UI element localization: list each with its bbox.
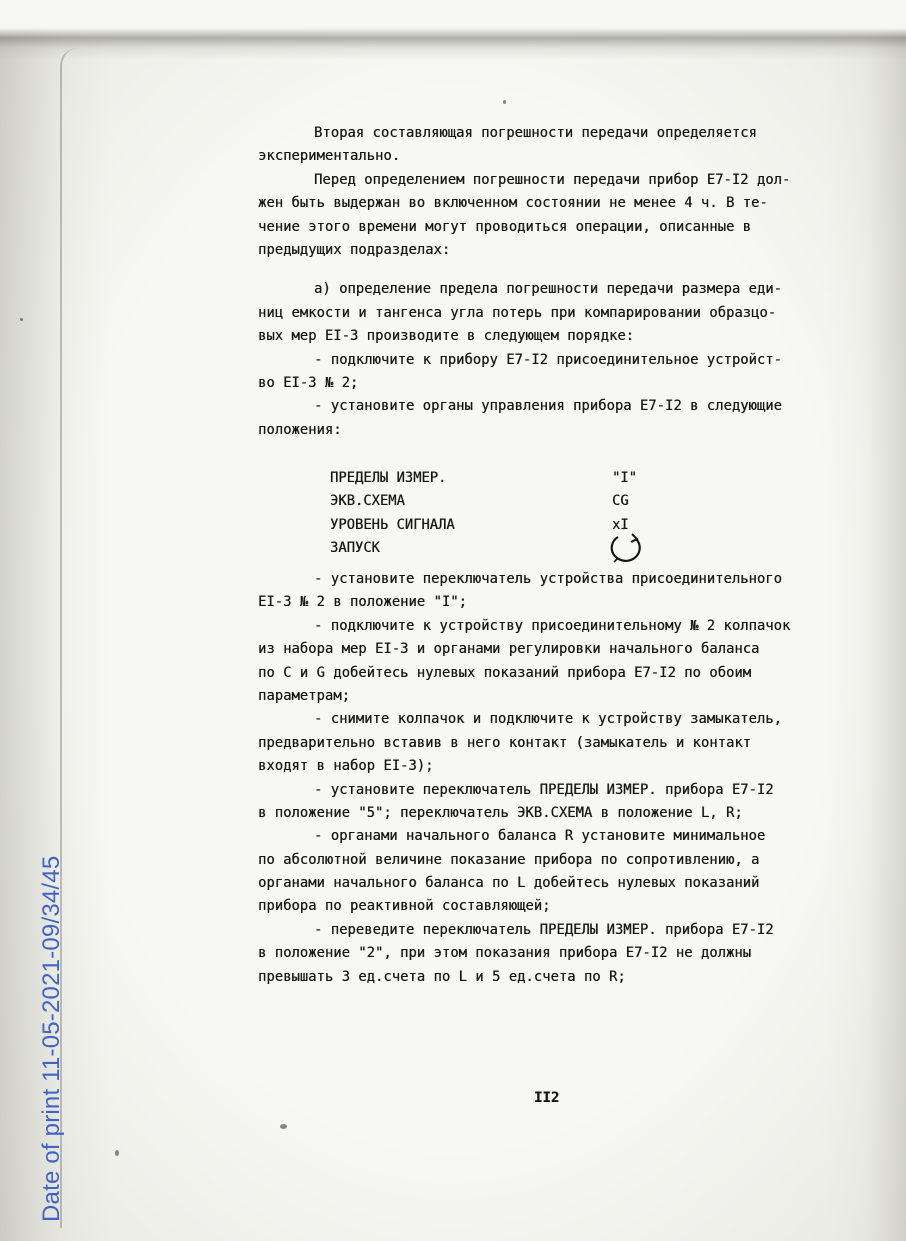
text-line: органами начального баланса по L добейтесь нулевых показаний [258, 875, 760, 892]
text-line: положения: [258, 421, 342, 438]
text-line: жен быть выдержан во включенном состоянии не менее 4 ч. В те- [258, 195, 768, 212]
page-top-edge-shadow [0, 0, 906, 60]
text-line: ниц емкости и тангенса угла потерь при компарировании образцо- [258, 304, 777, 321]
paragraph-gap [258, 262, 870, 278]
text-line: а) определение предела погрешности передачи размера еди- [314, 281, 782, 298]
text-line: входят в набор ЕI-3); [258, 758, 434, 775]
text-line: превышать 3 ед.счета по L и 5 ед.счета по R; [258, 968, 626, 985]
page-left-fold [60, 48, 102, 1228]
setting-label: ПРЕДЕЛЫ ИЗМЕР. [330, 470, 447, 486]
text-line: предварительно вставив в него контакт (замыкатель и контакт [258, 734, 752, 751]
text-line: по абсолютной величине показание прибора по сопротивлению, а [258, 851, 760, 868]
page-number: II2 [534, 1090, 560, 1106]
control-settings-list [330, 467, 670, 561]
text-line: прибора по реактивной составляющей; [258, 898, 551, 915]
scan-speck [115, 1150, 119, 1156]
document-text-top [258, 122, 870, 442]
text-line: предыдущих подразделах: [258, 241, 451, 258]
text-line: по С и G добейтесь нулевых показаний прибора Е7-I2 по обоим [258, 664, 752, 681]
text-line: Перед определением погрешности передачи прибор Е7-I2 дол- [314, 171, 791, 188]
setting-row [330, 490, 670, 513]
text-line: в положение "5"; переключатель ЭКВ.СХЕМА в положение L, R; [258, 804, 743, 821]
text-line: в положение "2", при этом показания прибора Е7-I2 не должны [258, 945, 752, 962]
text-line: - установите органы управления прибора Е7-I2 в следующие [314, 398, 782, 415]
text-line: чение этого времени могут проводиться операции, описанные в [258, 218, 752, 235]
document-text-steps [258, 568, 870, 989]
text-line: из набора мер ЕI-3 и органами регулировки начального баланса [258, 641, 760, 658]
text-line: - органами начального баланса R установите минимальное [314, 828, 766, 845]
setting-value: "I" [612, 470, 637, 486]
text-line: - установите переключатель устройства присоединительного [314, 571, 782, 587]
scan-speck [503, 100, 506, 104]
text-line: во ЕI-3 № 2; [258, 374, 359, 391]
text-line: - снимите колпачок и подключите к устройству замыкатель, [314, 711, 782, 728]
setting-label: УРОВЕНЬ СИГНАЛА [330, 516, 455, 533]
setting-value: xI [612, 516, 629, 533]
setting-row [330, 467, 670, 490]
text-line: - подключите к устройству присоединительному № 2 колпачок [314, 617, 791, 634]
text-line: - подключите к прибору Е7-I2 присоединительное устройст- [314, 351, 782, 368]
setting-label: ЭКВ.СХЕМА [330, 493, 405, 510]
text-line: Вторая составляющая погрешности передачи определяется [314, 125, 757, 141]
text-line: ЕI-3 № 2 в положение "I"; [258, 594, 467, 611]
text-line: - переведите переключатель ПРЕДЕЛЫ ИЗМЕР. прибора Е7-I2 [314, 921, 774, 938]
text-line: вых мер ЕI-3 производите в следующем порядке: [258, 328, 635, 345]
text-line: экспериментально. [258, 148, 401, 165]
setting-value: CG [612, 493, 629, 510]
scan-speck [20, 318, 23, 321]
setting-row [330, 537, 670, 560]
text-line: - установите переключатель ПРЕДЕЛЫ ИЗМЕР. прибора Е7-I2 [314, 781, 774, 798]
setting-label: ЗАПУСК [330, 540, 380, 557]
scan-speck [280, 1124, 287, 1129]
print-date-stamp: Date of print 11-05-2021-09/34/45 [38, 855, 65, 1222]
text-line: параметрам; [258, 687, 350, 704]
